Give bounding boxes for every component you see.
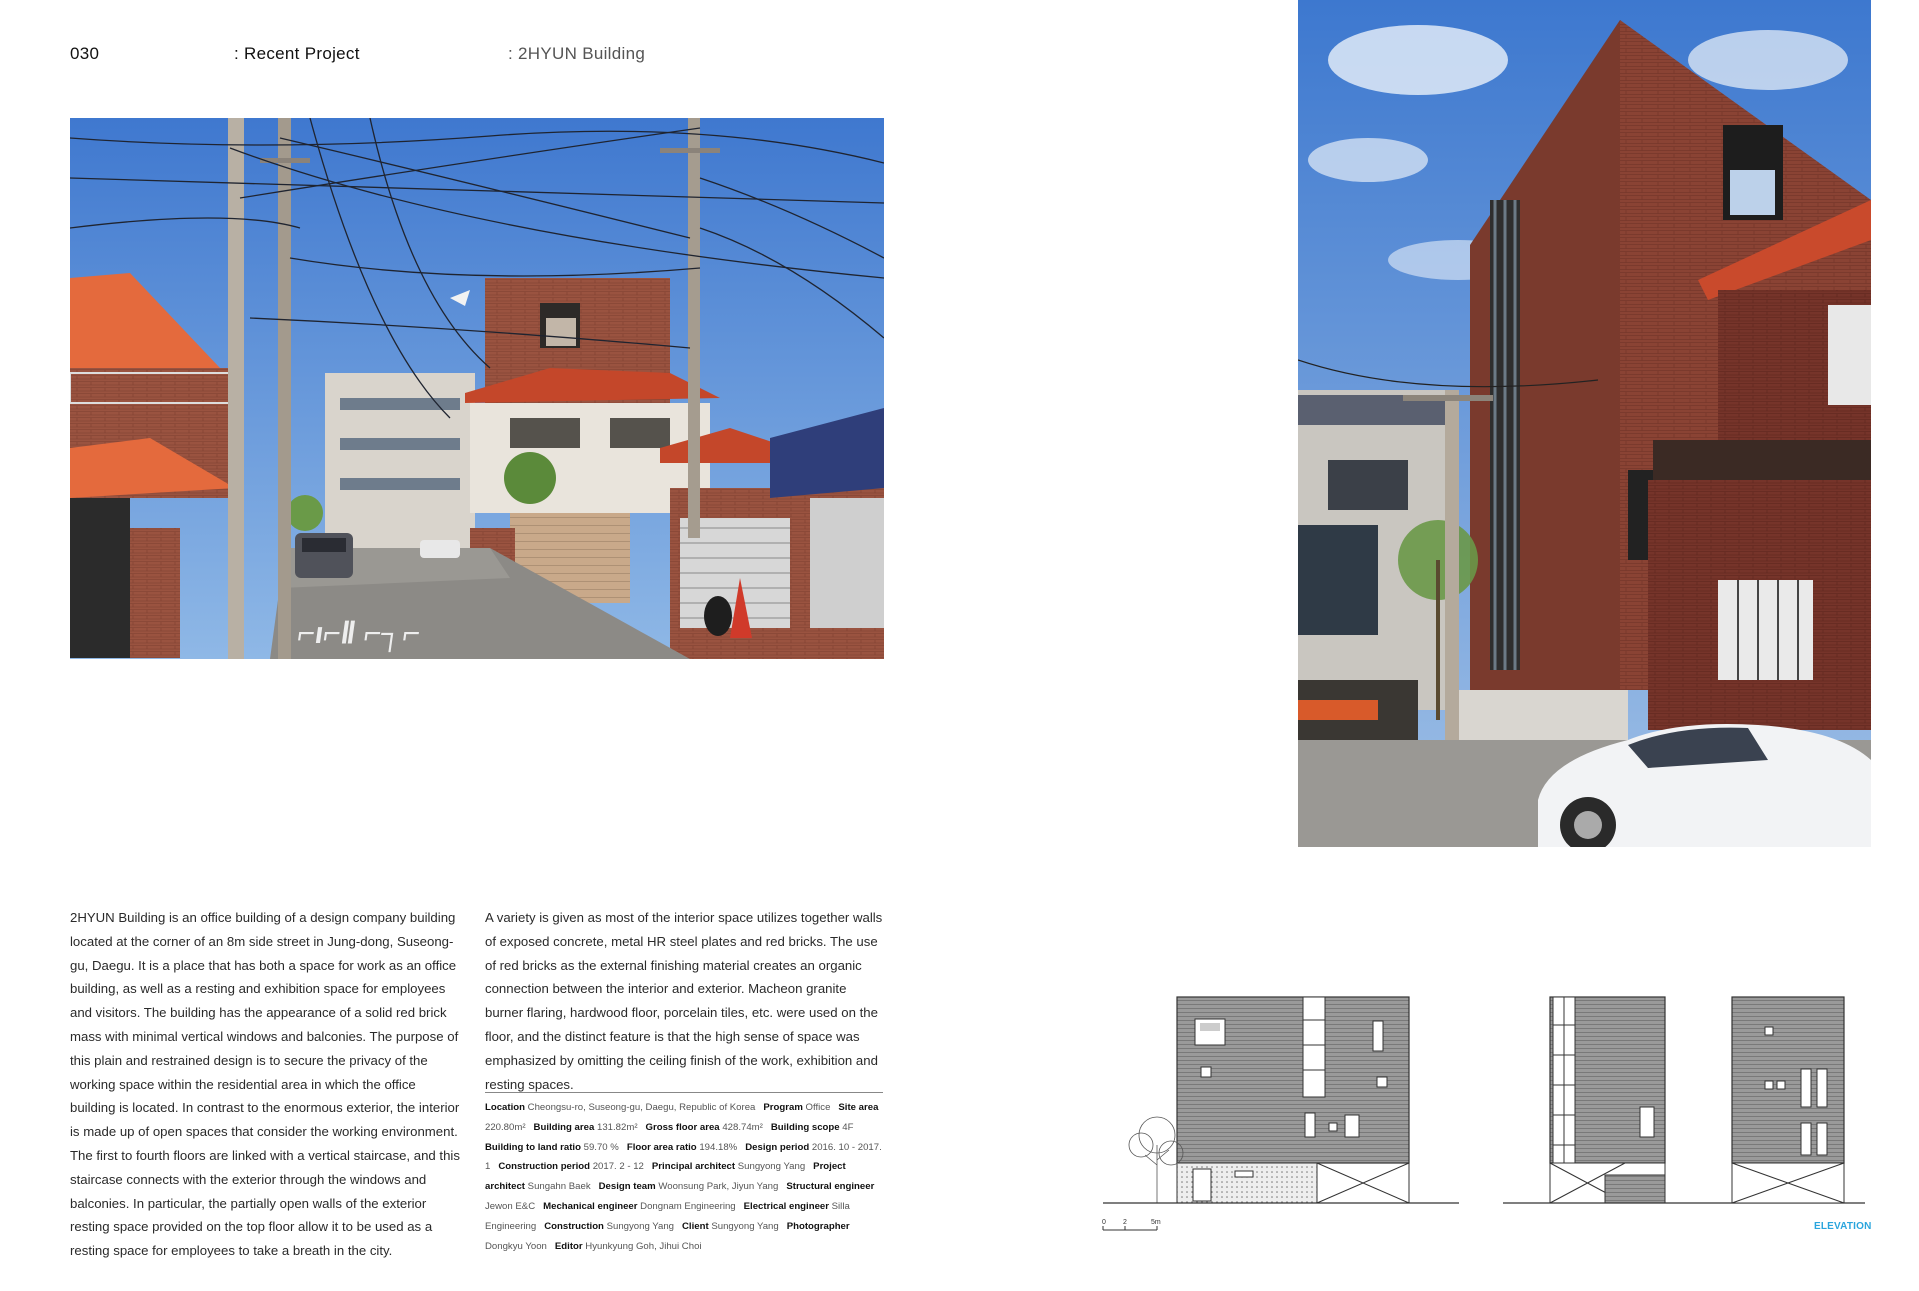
info-value: 59.70 % — [583, 1141, 619, 1153]
section-title: : Recent Project — [234, 44, 360, 63]
info-value: Dongkyu Yoon — [485, 1240, 547, 1252]
info-label: Principal architect — [651, 1161, 736, 1173]
page-number: 030 — [70, 44, 100, 63]
info-value: Sungahn Baek — [527, 1181, 591, 1193]
info-label: Building to land ratio — [485, 1141, 581, 1153]
info-value: 131.82m² — [596, 1121, 638, 1133]
info-label: Construction — [544, 1220, 604, 1232]
info-label: Electrical engineer — [743, 1200, 829, 1212]
info-value: 194.18% — [699, 1141, 738, 1153]
info-value: Sungyong Yang — [606, 1220, 674, 1232]
info-value: Jewon E&C — [485, 1200, 536, 1212]
project-title: : 2HYUN Building — [508, 44, 646, 63]
info-label: Structural engineer — [786, 1181, 875, 1193]
info-value: 2017. 2 - 12 — [592, 1161, 644, 1173]
info-value: Silla Engineering — [485, 1200, 850, 1232]
rear-elevation — [1732, 997, 1844, 1203]
scale-tick-2: 2 — [1123, 1219, 1127, 1226]
project-info — [485, 1098, 885, 1256]
info-divider — [485, 1092, 883, 1093]
info-value: 220.80m² — [485, 1121, 526, 1133]
info-label: Building scope — [770, 1121, 840, 1133]
body-text-column-2: A variety is given as most of the interior space utilizes together walls of exposed concrete, metal HR steel plates and red bricks. The use of red bricks as the external finishing material creates an organic connection between the interior and exterior. Macheon granite burner flaring, hardwood floor, porcelain tiles, etc. were used on the floor, and the distinct feature is that the high sense of space was emphasized by omitting the ceiling finish of the work, exhibition and resting spaces. — [485, 910, 883, 1092]
info-label: Building area — [533, 1121, 595, 1133]
body-text-column-1: 2HYUN Building is an office building of a design company building located at the corner of an 8m side street in Jung-dong, Suseong-gu, Daegu. It is a place that has both a space for work as an office building, as well as a resting and exhibition space for employees and visitors. The building has the appearance of a solid red brick mass with minimal vertical windows and balconies. The purpose of this plain and restrained design is to secure the privacy of the working space within the residential area in which the office building is located. In contrast to the enormous exterior, the interior is made up of open spaces that consider the working environment. The first to fourth floors are linked with a vertical staircase, and this staircase connects with the exterior through the windows and balconies. In particular, the partially open walls of the exterior resting space provided on the top floor allow it to be used as a resting space for employees to take a breath in the city. — [70, 910, 460, 1259]
scale-tick-5m: 5m — [1151, 1219, 1161, 1226]
building-corner-photo — [1298, 0, 1871, 847]
info-value: Hyunkyung Goh, Jihui Choi — [585, 1240, 702, 1252]
svg-text:⌐ı⌐Ⅱ ⌐┐⌐: ⌐ı⌐Ⅱ ⌐┐⌐ — [295, 617, 423, 650]
info-value: 2016. 10 - 2017. 1 — [485, 1141, 882, 1173]
scale-tick-0: 0 — [1102, 1219, 1106, 1226]
info-value: Woonsung Park, Jiyun Yang — [658, 1181, 779, 1193]
front-elevation — [1103, 997, 1459, 1203]
info-value: 4F — [842, 1121, 854, 1133]
info-label: Design team — [598, 1181, 656, 1193]
elevation-label: ELEVATION — [1814, 1221, 1872, 1232]
info-label: Gross floor area — [645, 1121, 720, 1133]
info-label: Project architect — [485, 1161, 846, 1193]
info-label: Location — [485, 1102, 525, 1113]
info-label: Program — [763, 1102, 803, 1113]
info-value: Sungyong Yang — [711, 1220, 779, 1232]
info-label: Mechanical engineer — [543, 1200, 638, 1212]
info-label: Construction period — [498, 1161, 591, 1173]
info-label: Floor area ratio — [626, 1141, 697, 1153]
info-label: Editor — [554, 1240, 583, 1252]
info-value: Dongnam Engineering — [640, 1200, 736, 1212]
info-value: 428.74m² — [722, 1121, 763, 1133]
info-value: Cheongsu-ro, Suseong-gu, Daegu, Republic of Korea — [527, 1102, 756, 1113]
info-label: Design period — [745, 1141, 810, 1153]
info-label: Client — [682, 1220, 709, 1232]
scale-bar — [1102, 1219, 1161, 1230]
info-value: Sungyong Yang — [737, 1161, 806, 1173]
elevation-drawings — [1085, 985, 1865, 1235]
info-value: Office — [805, 1102, 831, 1113]
street-view-photo — [70, 118, 884, 659]
info-label: Photographer — [786, 1220, 850, 1232]
info-label: Site area — [838, 1102, 879, 1113]
